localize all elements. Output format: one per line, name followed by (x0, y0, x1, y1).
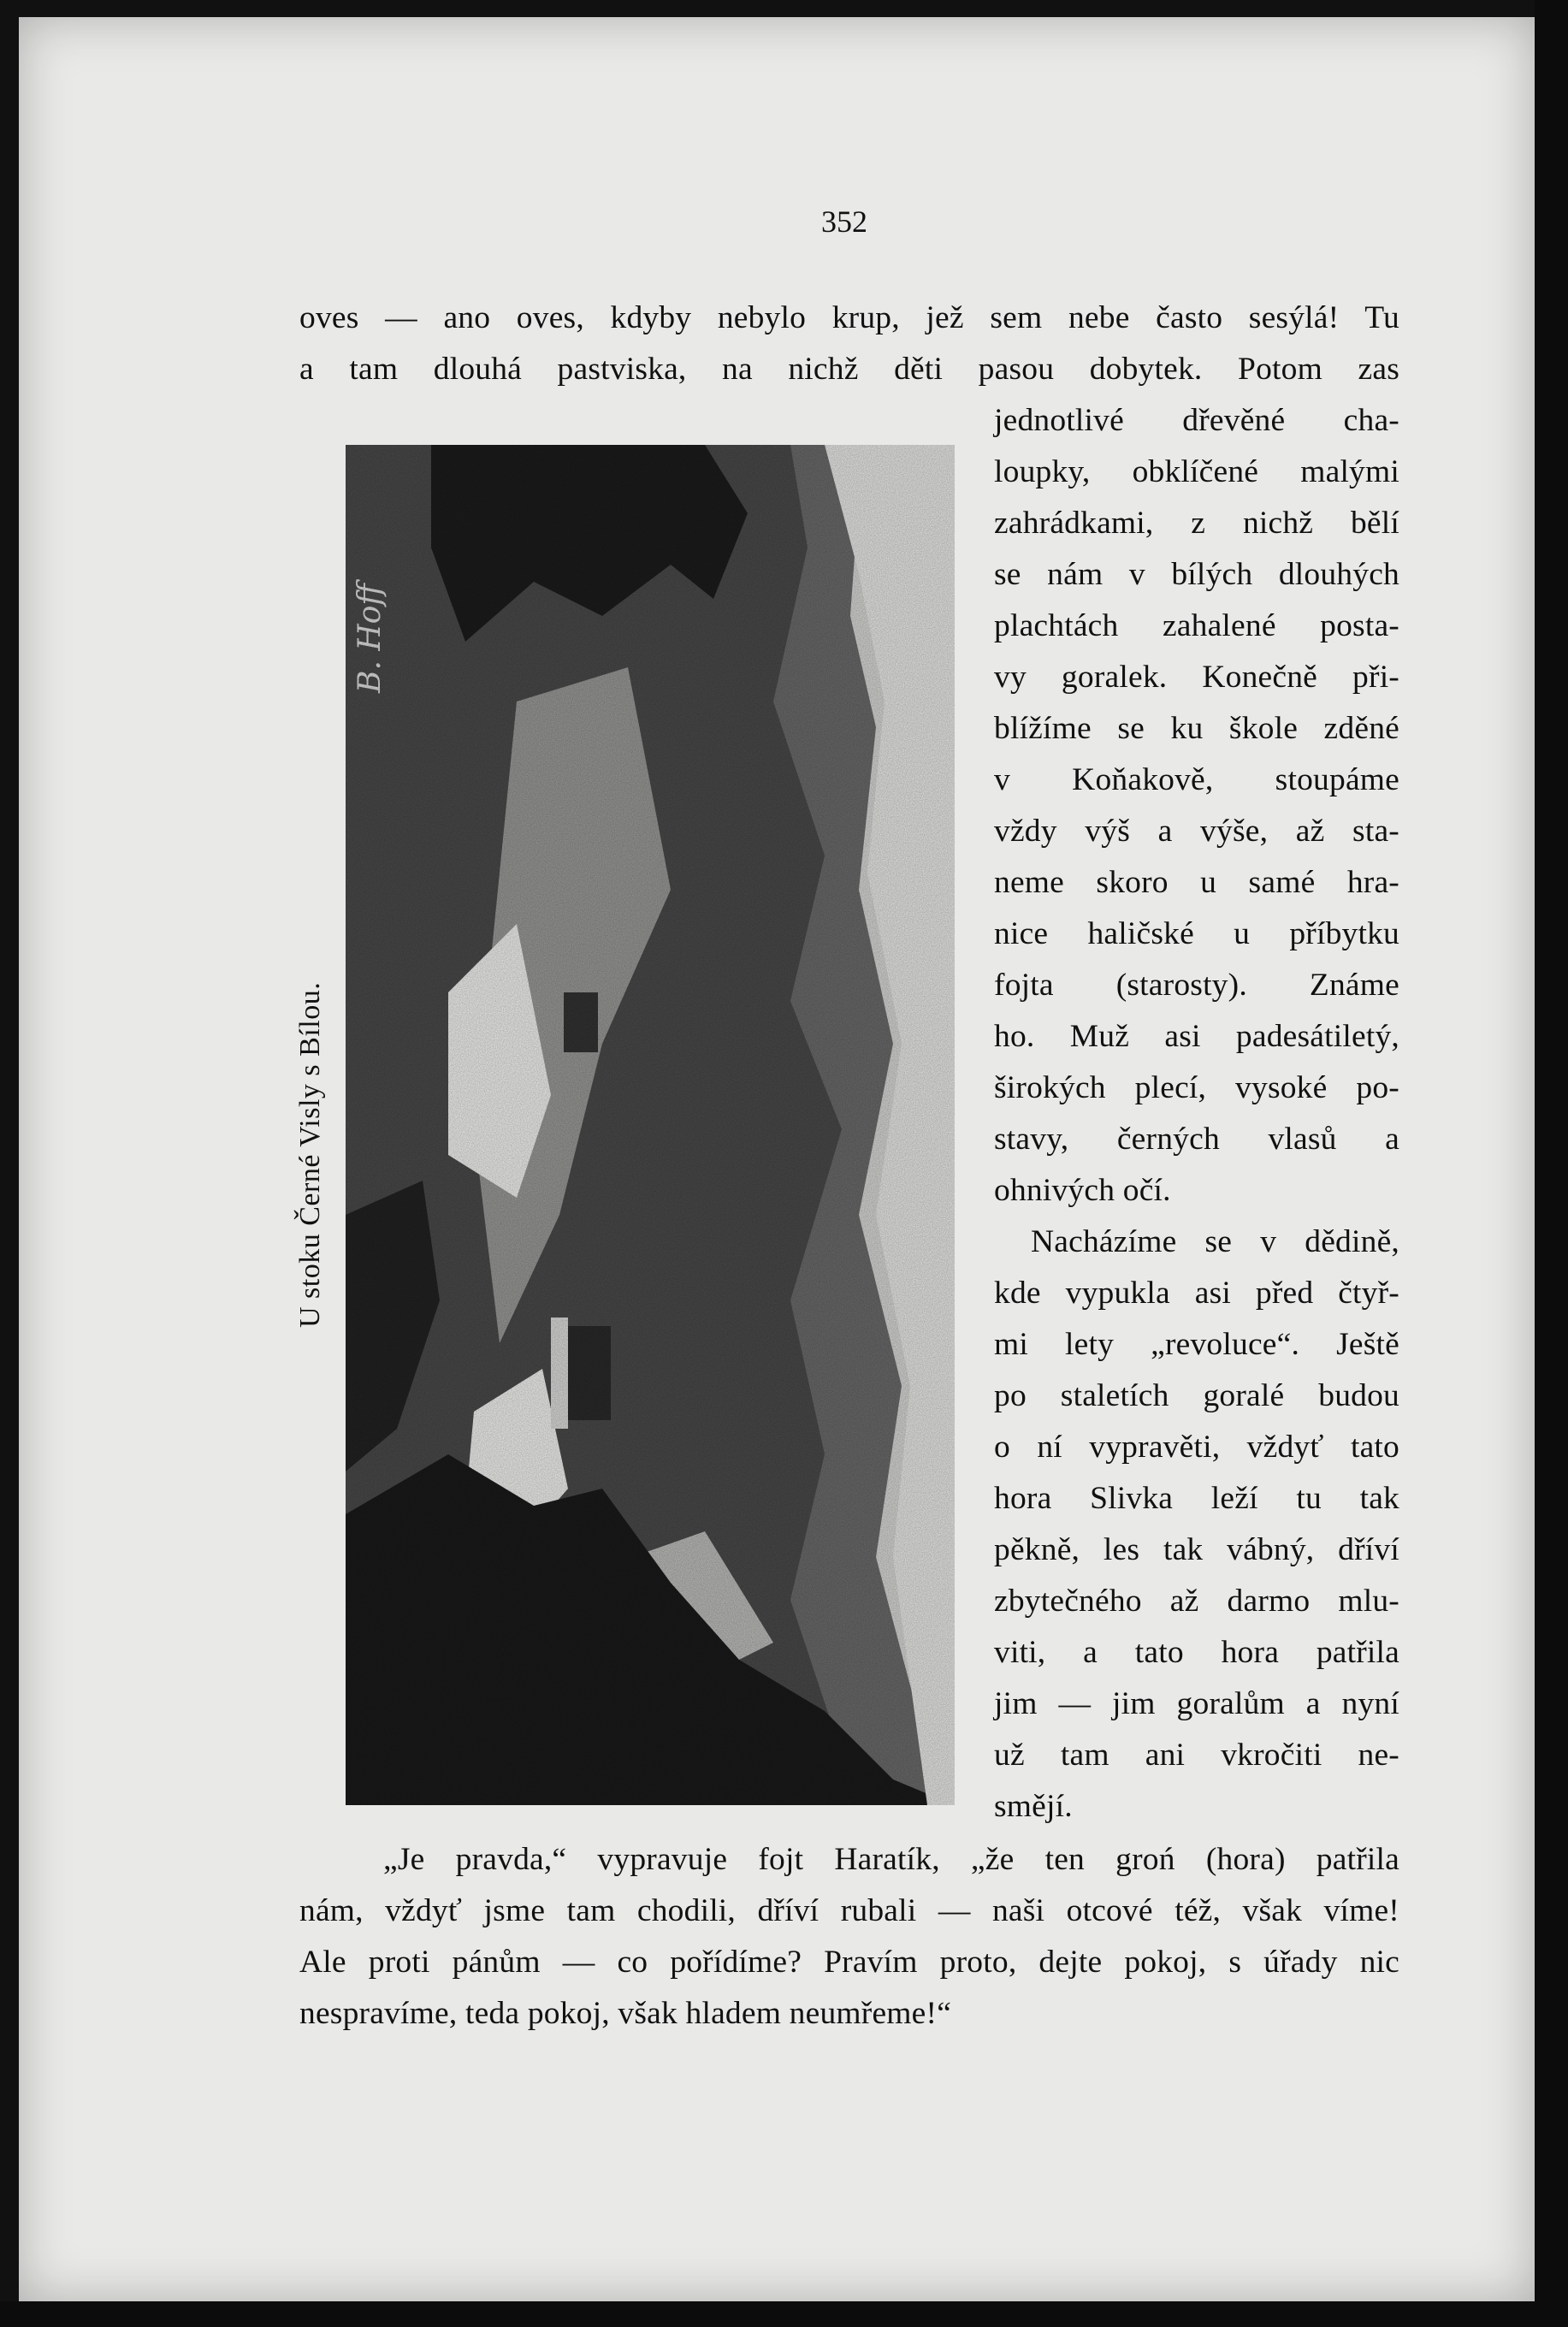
text-line: ho. Muž asi padesátiletý, (994, 1019, 1399, 1054)
text-line: už tam ani vkročiti ne- (994, 1738, 1399, 1773)
page-number: 352 (821, 204, 867, 239)
text-line: jim — jim goralům a nyní (994, 1686, 1399, 1721)
text-line: hora Slivka leží tu tak (994, 1481, 1399, 1516)
text-line: stavy, černých vlasů a (994, 1122, 1399, 1157)
text-line: mi lety „revoluce“. Ještě (994, 1327, 1399, 1362)
text-line: se nám v bílých dlouhých (994, 557, 1399, 592)
text-line: Ale proti pánům — co pořídíme? Pravím proto, dejte pokoj, s úřady nic (299, 1945, 1399, 1980)
text-line: blížíme se ku škole zděné (994, 711, 1399, 746)
text-line: širokých plecí, vysoké po- (994, 1070, 1399, 1105)
text-line: v Koňakově, stoupáme (994, 762, 1399, 797)
text-line: vy goralek. Konečně při- (994, 660, 1399, 695)
text-line: zahrádkami, z nichž bělí (994, 506, 1399, 541)
text-line: kde vypukla asi před čtyř- (994, 1276, 1399, 1311)
text-line: plachtách zahalené posta- (994, 608, 1399, 643)
text-line: „Je pravda,“ vypravuje fojt Haratík, „že ten groń (hora) patřila (383, 1842, 1399, 1877)
text-line: nice haličské u příbytku (994, 916, 1399, 951)
text-line: a tam dlouhá pastviska, na nichž děti pasou dobytek. Potom zas (299, 352, 1399, 387)
text-line: pěkně, les tak vábný, dříví (994, 1532, 1399, 1567)
text-line: smějí. (994, 1789, 1073, 1824)
text-line: loupky, obklíčené malými (994, 454, 1399, 489)
text-line: oves — ano oves, kdyby nebylo krup, jež sem nebe často sesýlá! Tu (299, 300, 1399, 335)
illustration-caption: U stoku Černé Visly s Bílou. (294, 981, 326, 1328)
scan-edge-right (1535, 0, 1568, 2327)
text-line: fojta (starosty). Známe (994, 968, 1399, 1003)
landscape-illustration (346, 445, 955, 1805)
text-line: vždy výš a výše, až sta- (994, 814, 1399, 849)
scan-edge-bottom (0, 2301, 1568, 2327)
text-line: o ní vypravěti, vždyť tato (994, 1430, 1399, 1465)
text-line: neme skoro u samé hra- (994, 865, 1399, 900)
text-line: nespravíme, teda pokoj, však hladem neumřeme!“ (299, 1996, 952, 2031)
text-line: po staletích goralé budou (994, 1378, 1399, 1413)
text-line: Nacházíme se v dědině, (1031, 1224, 1399, 1259)
text-line: nám, vždyť jsme tam chodili, dříví rubali — naši otcové též, však víme! (299, 1893, 1399, 1928)
text-line: zbytečného až darmo mlu- (994, 1584, 1399, 1619)
text-line: jednotlivé dřevěné cha- (994, 403, 1399, 438)
text-line: viti, a tato hora patřila (994, 1635, 1399, 1670)
text-line: ohnivých očí. (994, 1173, 1171, 1208)
